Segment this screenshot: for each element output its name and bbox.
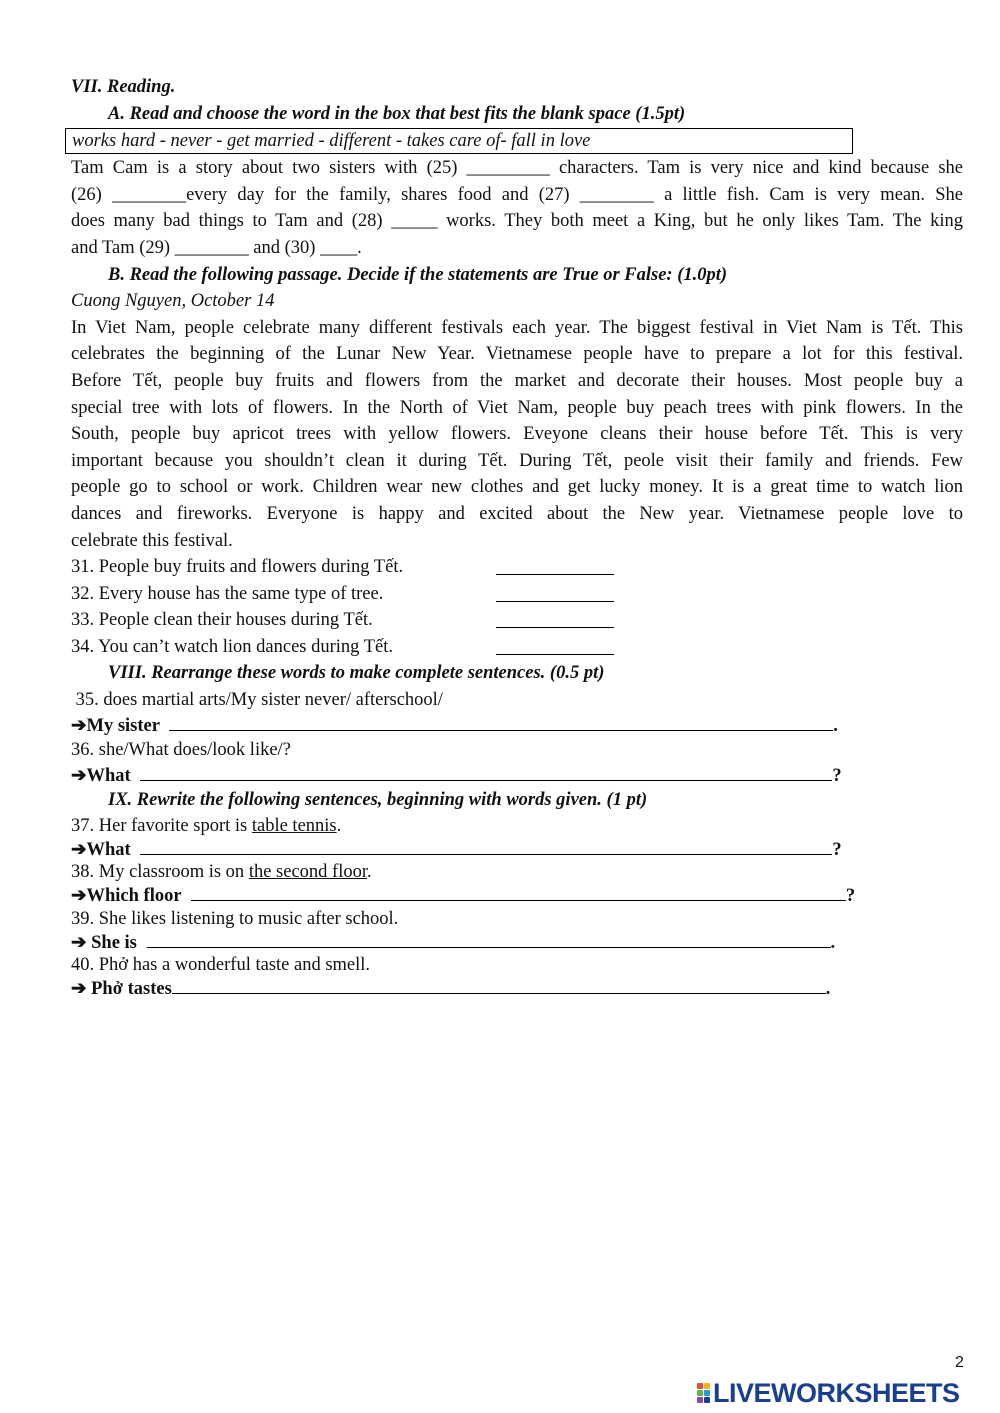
question-40: 40. Phở has a wonderful taste and smell. — [71, 955, 371, 976]
question-39: 39. She likes listening to music after school. — [71, 908, 399, 929]
page-number: 2 — [955, 1354, 964, 1371]
question-35: 35. does martial arts/My sister never/ afterschool/ — [71, 690, 443, 711]
answer-line-40[interactable] — [172, 977, 826, 994]
section-9-heading: IX. Rewrite the following sentences, beginning with words given. (1 pt) — [108, 790, 648, 811]
statement-text: 32. Every house has the same type of tree. — [71, 583, 384, 604]
question-text: 38. My classroom is on — [71, 862, 249, 883]
answer-end: . — [825, 979, 831, 1000]
answer-blank-33[interactable] — [496, 607, 614, 628]
question-text: 37. Her favorite sport is — [71, 815, 252, 836]
answer-line-37[interactable] — [140, 838, 832, 855]
answer-end: ? — [845, 886, 856, 907]
passage-line: South, people buy apricot trees with yellow flowers. Eveyone cleans their house before Tết. This is very — [71, 424, 963, 445]
passage-line: people go to school or work. Children wear new clothes and get lucky money. It is a great time to watch lion — [71, 477, 963, 498]
answer-end: ? — [832, 839, 842, 860]
answer-line-35[interactable] — [169, 714, 833, 731]
section-8-heading: VIII. Rearrange these words to make complete sentences. (0.5 pt) — [108, 663, 605, 684]
answer-end: . — [833, 715, 838, 736]
passage-line: important because you shouldn’t clean it during Tết. During Tết, peole visit their family and friends. Few — [71, 450, 963, 471]
answer-prefix: ➔Which floor — [71, 886, 182, 907]
answer-prefix: ➔What — [71, 839, 131, 860]
section-7-title: VII. Reading. — [71, 77, 176, 97]
answer-blank-34[interactable] — [496, 634, 614, 655]
word-box: works hard - never - get married - different - takes care of- fall in love — [65, 128, 853, 154]
answer-line-36[interactable] — [140, 764, 832, 781]
question-end: . — [366, 862, 372, 883]
answer-row-37 — [71, 838, 963, 862]
answer-blank-31[interactable] — [496, 554, 614, 575]
passage-line: special tree with lots of flowers. In the North of Viet Nam, people buy peach trees with pink flowers. In the — [71, 397, 963, 418]
question-38 — [71, 861, 963, 884]
passage-line: celebrate this festival. — [71, 530, 233, 551]
statement-33 — [71, 607, 963, 634]
question-37 — [71, 814, 963, 838]
answer-row-38 — [71, 884, 963, 908]
answer-row-36 — [71, 764, 963, 788]
passage-line: dances and fireworks. Everyone is happy and excited about the New year. Vietnamese people love to — [71, 503, 963, 524]
underlined-phrase: the second floor — [248, 862, 367, 883]
passage-line: Before Tết, people buy fruits and flowers from the market and decorate their houses. Most people buy a — [71, 370, 963, 391]
answer-prefix: ➔What — [71, 765, 131, 786]
passage-line: and Tam (29) ________ and (30) ____. — [71, 237, 362, 258]
statement-text: 34. You can’t watch lion dances during Tết. — [71, 636, 393, 657]
answer-prefix: ➔My sister — [71, 715, 160, 736]
answer-end: ? — [832, 765, 842, 786]
logo-text: LIVEWORKSHEETS — [713, 1377, 960, 1408]
passage-line: In Viet Nam, people celebrate many different festivals each year. The biggest festival in Viet Nam is Tết. This — [71, 317, 963, 338]
statement-34 — [71, 634, 963, 661]
answer-row-35 — [71, 714, 963, 738]
answer-row-40 — [71, 977, 963, 1001]
statement-text: 31. People buy fruits and flowers during Tết. — [71, 557, 404, 578]
answer-prefix: ➔ She is — [71, 932, 137, 953]
passage-line: (26) ________every day for the family, shares food and (27) ________ a little fish. Cam is very mean. She — [71, 184, 963, 205]
part-a-heading: A. Read and choose the word in the box that best fits the blank space (1.5pt) — [108, 103, 686, 124]
answer-end: . — [830, 932, 836, 953]
statement-text: 33. People clean their houses during Tết. — [71, 610, 373, 631]
part-b-heading: B. Read the following passage. Decide if the statements are True or False: (1.0pt) — [108, 264, 728, 285]
passage-line: does many bad things to Tam and (28) _____ works. They both meet a King, but he only likes Tam. The king — [71, 211, 963, 232]
logo-mark-icon — [697, 1383, 710, 1403]
answer-row-39 — [71, 931, 963, 955]
statement-32 — [71, 581, 963, 608]
answer-blank-32[interactable] — [496, 581, 614, 602]
answer-line-39[interactable] — [147, 931, 831, 948]
byline: Cuong Nguyen, October 14 — [71, 291, 275, 312]
worksheet-page — [71, 74, 963, 1001]
passage-line: celebrates the beginning of the Lunar New Year. Vietnamese people have to prepare a lot for this festival. — [71, 344, 963, 365]
passage-line: Tam Cam is a story about two sisters with (25) _________ characters. Tam is very nice and kind because she — [71, 158, 963, 179]
answer-prefix: ➔ Phở tastes — [71, 979, 172, 1000]
answer-line-38[interactable] — [191, 884, 846, 901]
statement-31 — [71, 554, 963, 581]
underlined-phrase: table tennis — [251, 815, 337, 836]
question-end: . — [336, 815, 342, 836]
liveworksheets-logo — [697, 1378, 960, 1408]
part-a-passage — [71, 155, 963, 261]
part-b-passage — [71, 315, 963, 554]
question-36: 36. she/What does/look like/? — [71, 740, 291, 761]
